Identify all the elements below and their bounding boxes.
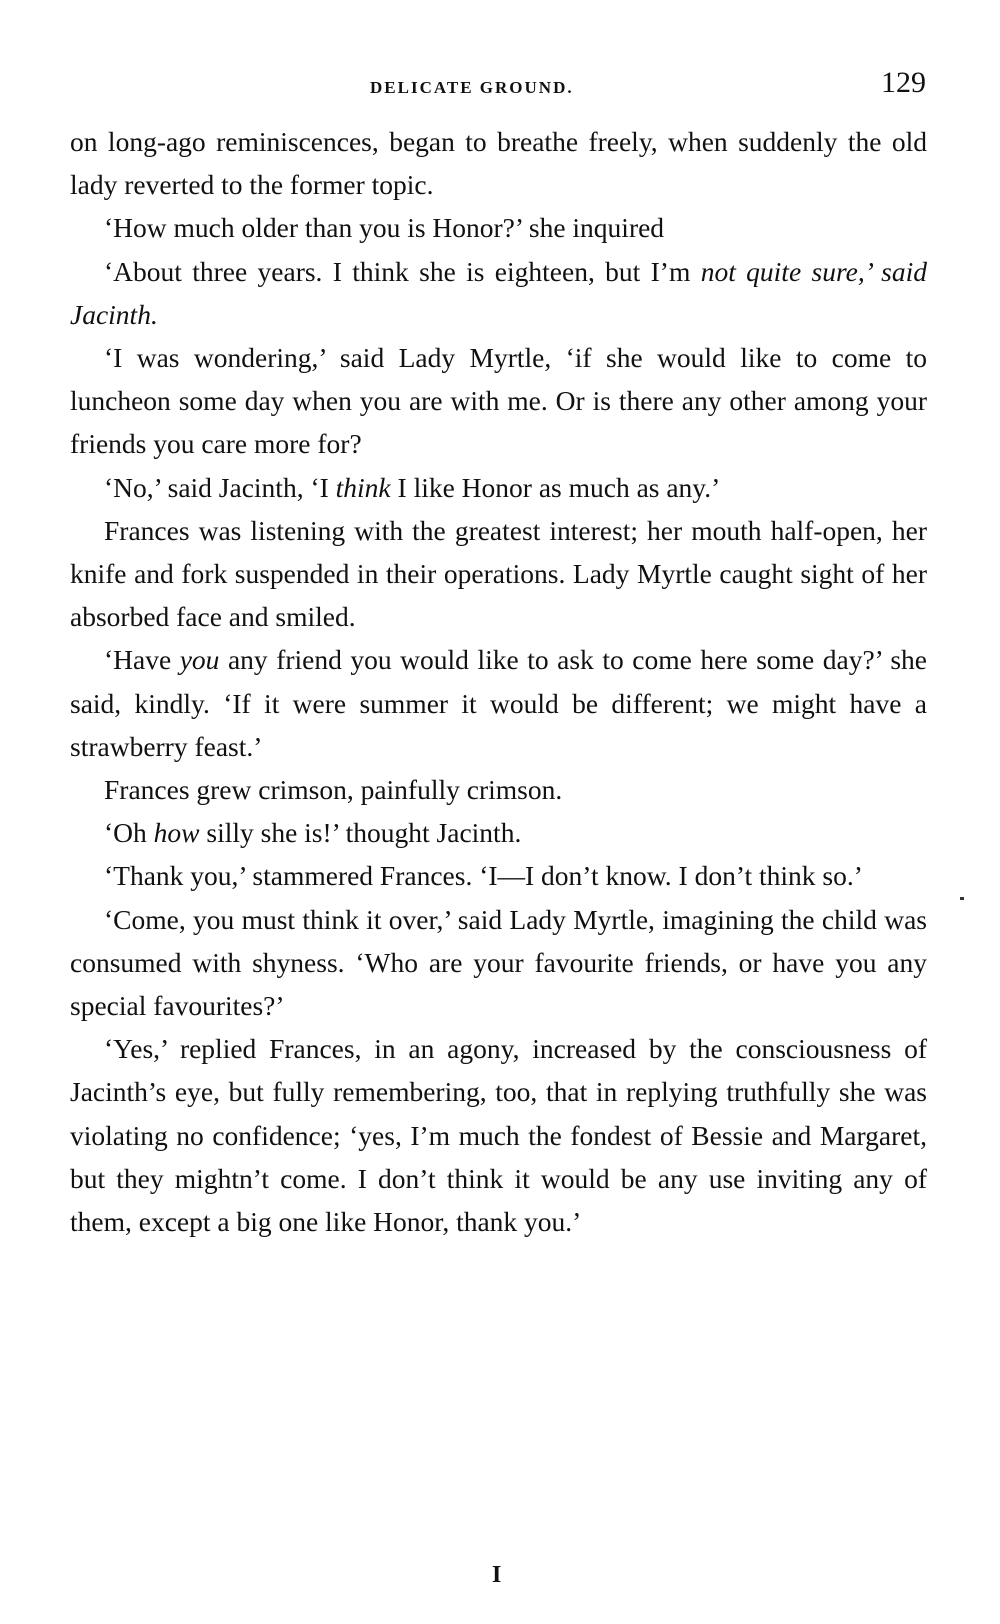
signature-mark: I — [492, 1562, 502, 1588]
paragraph-9 — [70, 811, 927, 854]
text-segment: ‘About three years. I think she is eighteen, but I’m — [104, 255, 701, 287]
text-segment: ‘Have — [104, 644, 180, 676]
text-segment: ‘Thank you,’ stammered Frances. ‘I—I don’t know. I don’t think so.’ — [104, 860, 863, 892]
paragraph-1 — [70, 120, 927, 206]
page-number: 129 — [881, 66, 926, 99]
text-segment: ‘Yes,’ replied Frances, in an agony, increased by the consciousness of Jacinth’s eye, but fully remembering, too, that in replying truthfully she was violating no confidence; ‘yes, I’m much the fondest of Bessie and Margaret, but they mightn’t come. I don’t think it would be any use inviting any of them, except a big one like Honor, thank you.’ — [70, 1033, 927, 1238]
paragraph-7 — [70, 638, 927, 768]
text-segment: ‘How much older than you is Honor?’ she inquired — [104, 212, 665, 244]
text-segment: on long-ago reminiscences, began to breathe freely, when suddenly the old lady reverted to the former topic. — [70, 126, 927, 201]
italic-segment: you — [179, 644, 220, 676]
italic-segment: not quite sure,’ said Jacinth. — [70, 255, 927, 330]
text-segment: I like Honor as much as any.’ — [390, 471, 721, 503]
italic-segment: think — [335, 471, 391, 503]
text-segment: Frances grew crimson, painfully crimson. — [104, 774, 563, 806]
paragraph-3 — [70, 250, 927, 336]
paragraph-10 — [70, 854, 927, 897]
text-segment: silly she is!’ thought Jacinth. — [199, 817, 522, 849]
text-segment: ‘No,’ said Jacinth, ‘I — [104, 471, 336, 503]
text-segment: ‘Come, you must think it over,’ said Lady Myrtle, imagining the child was consumed with shyness. ‘Who are your favourite friends, or have you any special favourites?’ — [70, 903, 927, 1022]
running-title: DELICATE GROUND. — [370, 78, 574, 97]
paragraph-12 — [70, 1027, 927, 1243]
ink-speck — [960, 897, 964, 900]
body-text — [70, 120, 927, 1243]
text-segment: ‘I was wondering,’ said Lady Myrtle, ‘if she would like to come to luncheon some day when you are with me. Or is there any other among your friends you care more for? — [70, 342, 927, 460]
text-segment: Frances was listening with the greatest interest; her mouth half-open, her knife and fork suspended in their operations. Lady Myrtle caught sight of her absorbed face and smiled. — [70, 514, 927, 633]
paragraph-8 — [70, 768, 927, 811]
text-segment: ‘Oh — [104, 817, 154, 849]
paragraph-2 — [70, 206, 927, 249]
paragraph-6 — [70, 509, 927, 639]
paragraph-5 — [70, 466, 927, 509]
italic-segment: how — [153, 817, 200, 849]
text-segment: any friend you would like to ask to come here some day?’ she said, kindly. ‘If it were summer it would be different; we might have a strawberry feast.’ — [70, 644, 927, 762]
paragraph-11 — [70, 898, 927, 1028]
paragraph-4 — [70, 336, 927, 466]
